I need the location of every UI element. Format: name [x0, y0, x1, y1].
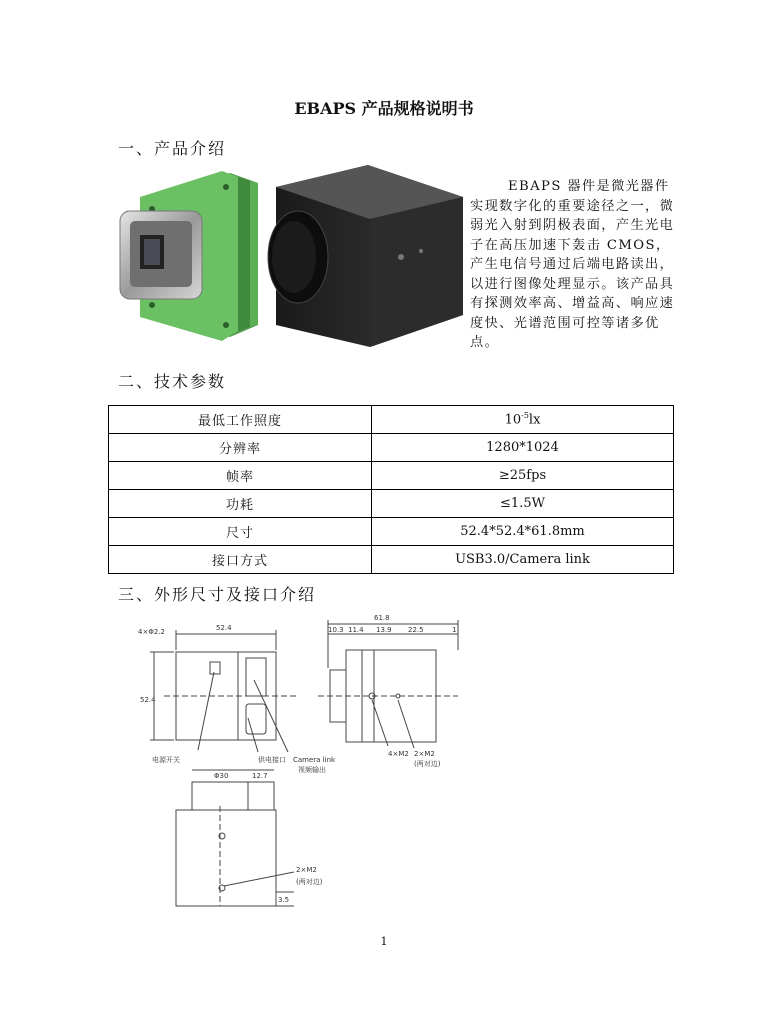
page-number: 1 [380, 935, 388, 948]
dim-label: (两对边) [296, 878, 323, 886]
table-row [109, 546, 674, 574]
dim-label: 13.9 [376, 626, 392, 634]
dim-label: Camera link [293, 756, 336, 764]
dim-label: 4×M2 [388, 750, 409, 758]
section-heading-dims: 三、外形尺寸及接口介绍 [118, 585, 317, 604]
table-row [109, 518, 674, 546]
spec-label: 接口方式 [109, 546, 372, 574]
dim-label: 52.4 [216, 624, 232, 632]
dimension-drawing [118, 610, 468, 920]
intro-paragraph: EBAPS 器件是微光器件实现数字化的重要途径之一，微弱光入射到阴极表面，产生光电子在高压加速下轰击 CMOS，产生电信号通过后端电路读出，以进行图像处理显示。该产品具有探测效率高、增益高、响应速度快、光谱范围可控等诸多优点。 [470, 179, 675, 350]
dim-label: 10.3 [328, 626, 344, 634]
spec-value: ≤1.5W [372, 490, 674, 518]
dim-label: 4×Φ2.2 [138, 628, 165, 636]
dim-label: (两对边) [414, 760, 441, 768]
spec-value: ≥25fps [372, 462, 674, 490]
spec-value: 52.4*52.4*61.8mm [372, 518, 674, 546]
spec-table [108, 405, 674, 574]
spec-label: 尺寸 [109, 518, 372, 546]
spec-label: 帧率 [109, 462, 372, 490]
dim-label: 22.5 [408, 626, 424, 634]
dim-label: 1 [452, 626, 457, 634]
dim-label: 61.8 [374, 614, 390, 622]
dim-label: 电源开关 [152, 756, 180, 764]
dim-label: 3.5 [278, 896, 290, 904]
spec-value: 1280*1024 [372, 434, 674, 462]
dim-label: Φ30 [214, 772, 229, 780]
table-row [109, 406, 674, 434]
spec-label: 分辨率 [109, 434, 372, 462]
document-title: EBAPS 产品规格说明书 [294, 99, 474, 118]
dim-label: 11.4 [348, 626, 364, 634]
dim-label: 2×M2 [414, 750, 435, 758]
dim-label: 供电接口 [258, 756, 286, 764]
table-row [109, 434, 674, 462]
spec-label: 最低工作照度 [109, 406, 372, 434]
product-photo [118, 165, 470, 355]
spec-label: 功耗 [109, 490, 372, 518]
dim-label: 2×M2 [296, 866, 317, 874]
dim-label: 12.7 [252, 772, 268, 780]
table-row [109, 462, 674, 490]
section-heading-intro: 一、产品介绍 [118, 139, 227, 158]
spec-value: USB3.0/Camera link [372, 546, 674, 574]
table-row [109, 490, 674, 518]
section-heading-specs: 二、技术参数 [118, 372, 227, 391]
spec-value: $10^{-5}lx$ [372, 406, 674, 434]
dim-label: 视频输出 [298, 766, 326, 774]
dim-label: 52.4 [140, 696, 156, 704]
